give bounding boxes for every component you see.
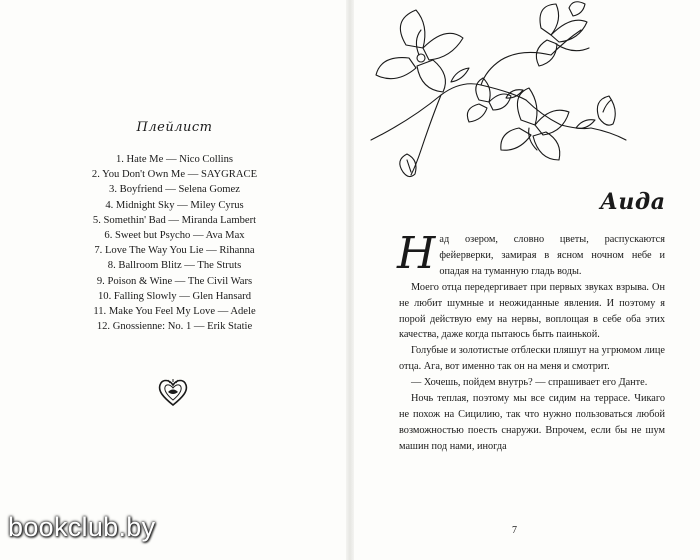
chapter-title: Аида xyxy=(600,189,666,215)
page-number: 7 xyxy=(512,525,517,536)
playlist-item: 7. Love The Way You Lie — Rihanna xyxy=(94,245,255,257)
paragraph: Голубые и золотистые отблески пляшут на угрюмом лице отца. Ага, вот именно так он на меня и смотрит. xyxy=(399,345,665,373)
playlist-item: 1. Hate Me — Nico Collins xyxy=(115,154,234,165)
playlist-item: 2. You Don't Own Me — SAYGRACE xyxy=(91,169,258,181)
playlist-item: 12. Gnossienne: No. 1 — Erik Statie xyxy=(96,321,253,333)
opening-paragraph xyxy=(397,228,665,280)
playlist-item: 8. Ballroom Blitz — The Struts xyxy=(107,260,242,272)
paragraph: Моего отца передергивает при первых звуках взрыва. Он не любит шумные и неожиданные явления. И поэтому я порой действую ему на нервы, воплощая в себе оба этих качества, даже когда пытаюсь быть паинькой. xyxy=(399,281,665,341)
magnolia-branch-icon xyxy=(351,0,700,200)
playlist-item: 5. Somethin' Bad — Miranda Lambert xyxy=(92,214,257,226)
paragraph: — Хочешь, пойдем внутрь? — спрашивает его Данте. xyxy=(411,377,648,389)
watermark: bookclub.by xyxy=(8,512,156,542)
playlist-item: 4. Midnight Sky — Miley Cyrus xyxy=(105,199,244,211)
chapter-text xyxy=(397,228,665,455)
playlist-item: 6. Sweet but Psycho — Ava Max xyxy=(104,230,245,242)
playlist-title: Плейлист xyxy=(136,120,213,135)
opening-text: ад озером, словно цветы, распускаются фейерверки, замирая в ясном ночном небе и опадая на туманную гладь воды. xyxy=(439,234,665,277)
heart-emblem-icon xyxy=(155,374,191,410)
playlist-item: 10. Falling Slowly — Glen Hansard xyxy=(97,290,251,302)
paragraph: Ночь теплая, поэтому мы все сидим на террасе. Чикаго не похож на Сицилию, так что нужно пользоваться любой возможностью поесть снаружи. Впрочем, если бы не шум машин под нами, иногда xyxy=(399,393,665,452)
playlist-item: 9. Poison & Wine — The Civil Wars xyxy=(96,275,253,287)
playlist-item: 3. Boyfriend — Selena Gomez xyxy=(109,184,240,196)
playlist xyxy=(0,152,349,334)
playlist-item: 11. Make You Feel My Love — Adele xyxy=(93,306,256,318)
drop-cap: Н xyxy=(397,228,436,279)
